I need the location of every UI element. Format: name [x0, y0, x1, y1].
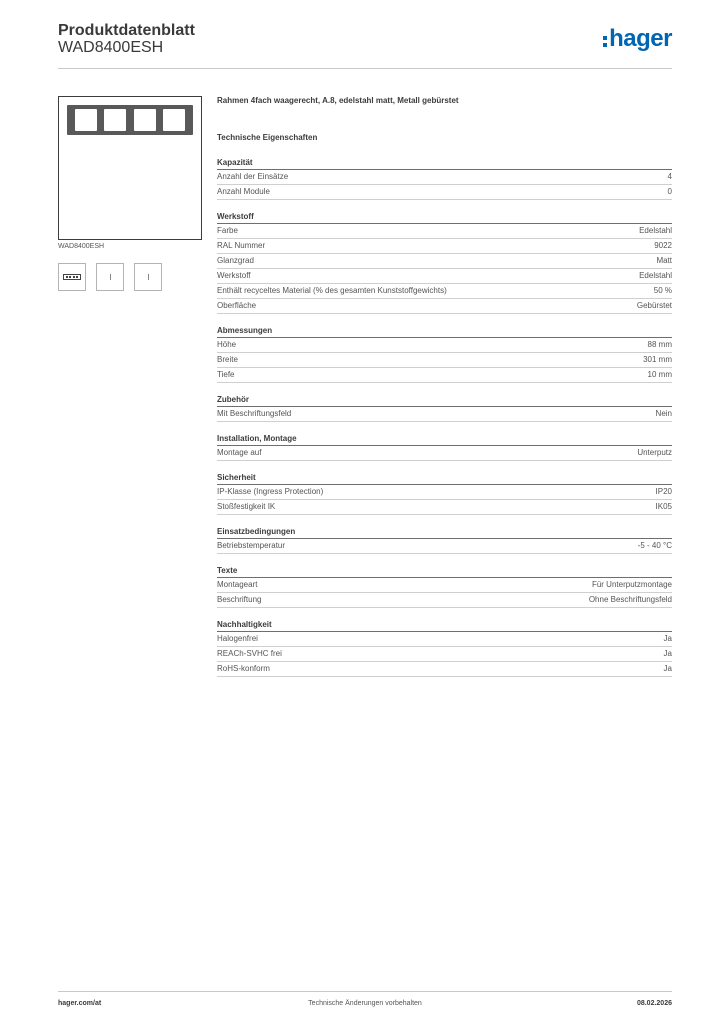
- property-row: [217, 407, 672, 422]
- footer-date: 08.02.2026: [636, 1000, 672, 1007]
- property-label: Höhe: [217, 340, 237, 349]
- image-caption: WAD8400ESH: [58, 243, 105, 250]
- property-value: Nein: [655, 409, 672, 418]
- property-row: [217, 368, 672, 383]
- property-row: [217, 485, 672, 500]
- property-group: [217, 393, 672, 422]
- property-row: [217, 662, 672, 677]
- property-label: Halogenfrei: [217, 634, 258, 643]
- property-label: IP-Klasse (Ingress Protection): [217, 487, 324, 496]
- property-row: [217, 269, 672, 284]
- property-label: Anzahl Module: [217, 187, 270, 196]
- thumbnail-drawing-side[interactable]: [134, 263, 162, 291]
- property-label: Mit Beschriftungsfeld: [217, 409, 292, 418]
- group-title: Kapazität: [217, 156, 672, 170]
- property-value: IP20: [655, 487, 672, 496]
- group-title: Texte: [217, 564, 672, 578]
- property-label: Breite: [217, 355, 238, 364]
- property-group: [217, 564, 672, 608]
- group-title: Nachhaltigkeit: [217, 618, 672, 632]
- property-value: -5 - 40 °C: [637, 541, 672, 550]
- property-value: 88 mm: [647, 340, 672, 349]
- frame-opening: [134, 109, 156, 131]
- product-description: Rahmen 4fach waagerecht, A.8, edelstahl matt, Metall gebürstet: [217, 96, 459, 105]
- property-row: [217, 254, 672, 269]
- property-label: Tiefe: [217, 370, 235, 379]
- thumbnail-frame[interactable]: [58, 263, 86, 291]
- property-group: [217, 525, 672, 554]
- property-group: [217, 471, 672, 515]
- property-value: Für Unterputzmontage: [591, 580, 672, 589]
- property-row: [217, 539, 672, 554]
- property-value: Ja: [663, 634, 672, 643]
- property-groups: [217, 156, 672, 677]
- property-label: Anzahl der Einsätze: [217, 172, 289, 181]
- section-title: Technische Eigenschaften: [217, 133, 318, 142]
- property-label: Farbe: [217, 226, 238, 235]
- property-value: 0: [667, 187, 672, 196]
- property-row: [217, 239, 672, 254]
- property-group: [217, 156, 672, 200]
- property-value: 9022: [654, 241, 672, 250]
- page-footer: [58, 991, 672, 1013]
- property-value: Gebürstet: [636, 301, 672, 310]
- property-row: [217, 299, 672, 314]
- property-row: [217, 338, 672, 353]
- property-row: [217, 593, 672, 608]
- property-value: 4: [667, 172, 672, 181]
- property-row: [217, 284, 672, 299]
- group-title: Einsatzbedingungen: [217, 525, 672, 539]
- group-title: Sicherheit: [217, 471, 672, 485]
- property-group: [217, 324, 672, 383]
- property-label: RoHS-konform: [217, 664, 270, 673]
- product-details: [217, 93, 672, 677]
- property-label: Betriebstemperatur: [217, 541, 286, 550]
- property-label: Stoßfestigkeit IK: [217, 502, 276, 511]
- property-row: [217, 500, 672, 515]
- property-value: 301 mm: [643, 355, 672, 364]
- property-row: [217, 647, 672, 662]
- property-label: Glanzgrad: [217, 256, 254, 265]
- group-title: Installation, Montage: [217, 432, 672, 446]
- logo-text: hager: [609, 25, 672, 52]
- property-group: [217, 618, 672, 677]
- property-label: Montageart: [217, 580, 258, 589]
- property-value: Edelstahl: [639, 271, 672, 280]
- property-label: REACh-SVHC frei: [217, 649, 282, 658]
- line-drawing-icon: [110, 274, 111, 280]
- property-row: [217, 170, 672, 185]
- property-label: Beschriftung: [217, 595, 262, 604]
- property-label: Montage auf: [217, 448, 262, 457]
- property-row: [217, 185, 672, 200]
- frame-thumbnail-icon: [63, 274, 81, 280]
- property-group: [217, 432, 672, 461]
- property-label: RAL Nummer: [217, 241, 266, 250]
- property-label: Oberfläche: [217, 301, 257, 310]
- line-drawing-icon: [148, 274, 149, 280]
- document-title: Produktdatenblatt: [58, 22, 195, 39]
- property-label: Werkstoff: [217, 271, 251, 280]
- property-value: 50 %: [653, 286, 672, 295]
- property-value: Edelstahl: [639, 226, 672, 235]
- property-value: IK05: [655, 502, 672, 511]
- thumbnail-drawing-front[interactable]: [96, 263, 124, 291]
- frame-opening: [104, 109, 126, 131]
- property-row: [217, 578, 672, 593]
- thumbnail-strip: [58, 263, 162, 291]
- property-value: Ohne Beschriftungsfeld: [588, 595, 672, 604]
- property-group: [217, 210, 672, 314]
- property-row: [217, 353, 672, 368]
- footer-notice: Technische Änderungen vorbehalten: [308, 1000, 422, 1007]
- property-value: Matt: [656, 256, 672, 265]
- frame-opening: [163, 109, 185, 131]
- property-value: 10 mm: [647, 370, 672, 379]
- property-value: Unterputz: [637, 448, 672, 457]
- property-row: [217, 446, 672, 461]
- property-value: Ja: [663, 664, 672, 673]
- frame-opening: [75, 109, 97, 131]
- property-row: [217, 632, 672, 647]
- frame-illustration: [67, 105, 193, 135]
- group-title: Abmessungen: [217, 324, 672, 338]
- footer-website: hager.com/at: [58, 1000, 102, 1007]
- logo-colon-icon: [603, 36, 607, 47]
- page-header: [58, 21, 672, 69]
- property-label: Enthält recyceltes Material (% des gesamten Kunststoffgewichts): [217, 286, 447, 295]
- product-image: [58, 96, 202, 240]
- group-title: Zubehör: [217, 393, 672, 407]
- product-code: WAD8400ESH: [58, 39, 164, 56]
- property-value: Ja: [663, 649, 672, 658]
- hager-logo: [603, 27, 672, 51]
- property-row: [217, 224, 672, 239]
- group-title: Werkstoff: [217, 210, 672, 224]
